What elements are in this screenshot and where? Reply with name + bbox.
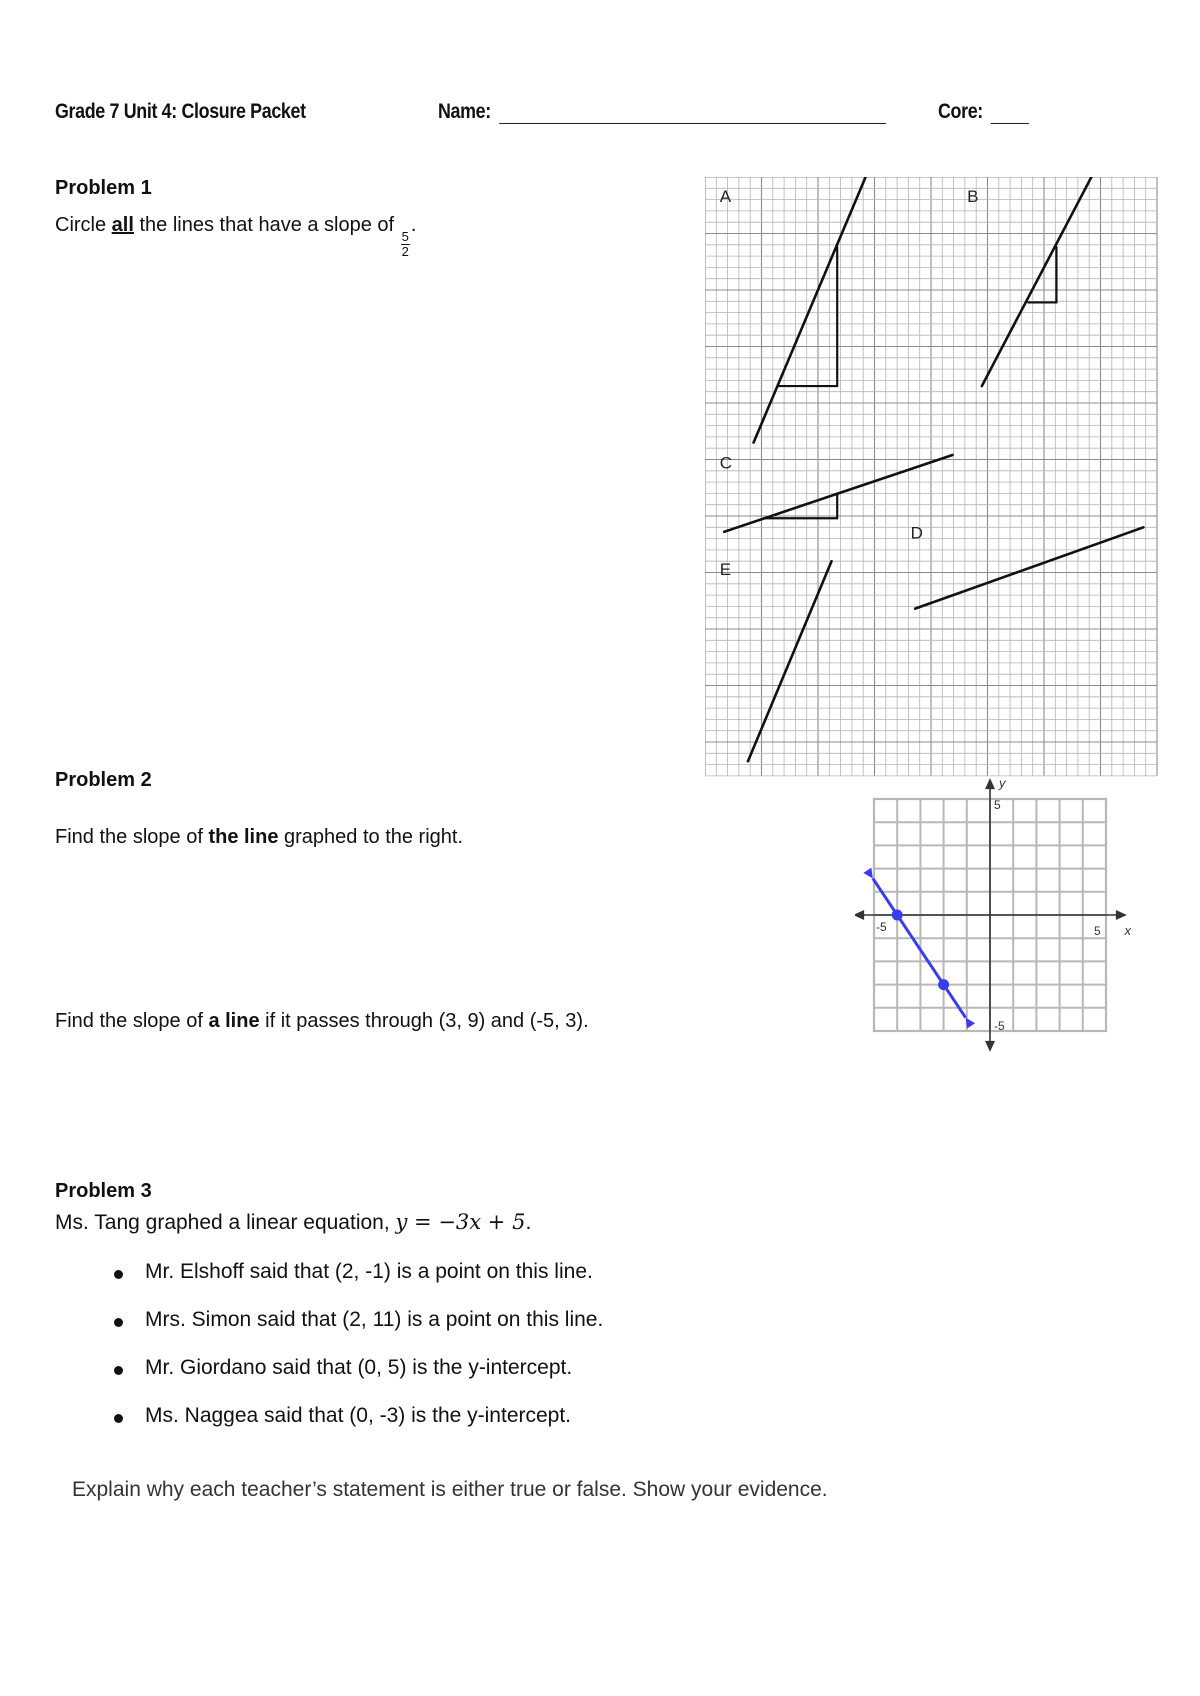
name-label: Name:: [438, 100, 491, 123]
prompt-emphasis: all: [111, 214, 134, 236]
line-label: C: [719, 453, 732, 473]
statement-text: Ms. Naggea said that (0, -3) is the y-intercept.: [145, 1404, 572, 1427]
list-item: [110, 1260, 603, 1308]
slope-fraction: [401, 230, 410, 259]
question-text: Find the slope of: [55, 1010, 209, 1032]
list-item: [110, 1308, 603, 1356]
list-item: [110, 1356, 603, 1404]
x-axis-label: x: [1124, 923, 1132, 938]
problem-2-title: Problem 2: [55, 769, 152, 791]
bullet-icon: [114, 1318, 123, 1327]
core-label: Core:: [938, 100, 983, 123]
coordinate-graph: [855, 778, 1145, 1070]
problem-1-prompt: [55, 214, 416, 259]
equation: y = −3x + 5: [395, 1210, 526, 1234]
list-item: [110, 1404, 603, 1452]
question-text: Find the slope of: [55, 826, 209, 848]
tick-label: -5: [994, 1019, 1005, 1033]
statement-text: Mr. Giordano said that (0, 5) is the y-intercept.: [145, 1356, 573, 1379]
question-text: if it passes through (3, 9) and (-5, 3).: [259, 1010, 589, 1032]
question-emphasis: the line: [208, 826, 279, 848]
question-emphasis: a line: [208, 1010, 260, 1032]
x-axis-arrow-icon: [1116, 910, 1127, 920]
line-label: A: [719, 186, 732, 206]
line-point: [938, 979, 949, 990]
bullet-icon: [114, 1270, 123, 1279]
x-axis-arrow-icon: [855, 910, 864, 920]
problem-1-title: Problem 1: [55, 177, 152, 199]
document-title: Grade 7 Unit 4: Closure Packet: [55, 100, 306, 123]
prompt-text: Circle: [55, 214, 112, 236]
name-field[interactable]: [438, 100, 886, 124]
name-blank[interactable]: [499, 103, 886, 124]
core-blank[interactable]: [991, 103, 1029, 124]
line-e: [748, 561, 832, 761]
line-point: [892, 910, 903, 921]
y-axis-arrow-icon: [985, 1041, 995, 1052]
core-field[interactable]: [938, 100, 1029, 124]
statement-text: Mr. Elshoff said that (2, -1) is a point on this line.: [145, 1260, 593, 1283]
problem-2-question-1: [55, 826, 463, 849]
bullet-icon: [114, 1366, 123, 1375]
statement-text: Mrs. Simon said that (2, 11) is a point on this line.: [145, 1308, 604, 1331]
prompt-text: .: [410, 214, 417, 236]
line-arrow-icon: [863, 868, 872, 879]
tick-label: 5: [1094, 924, 1101, 938]
problem-3-intro: [55, 1210, 531, 1235]
problem-3-title: Problem 3: [55, 1180, 152, 1202]
problem-2-question-2: [55, 1010, 589, 1033]
intro-text: .: [525, 1211, 532, 1234]
intro-text: Ms. Tang graphed a linear equation,: [55, 1211, 396, 1234]
lines-graph: [705, 177, 1158, 777]
line-label: B: [967, 186, 979, 206]
fraction-numerator: 5: [401, 229, 409, 244]
question-text: graphed to the right.: [278, 826, 464, 848]
line-label: E: [719, 559, 732, 579]
prompt-text: the lines that have a slope of: [133, 214, 400, 236]
bullet-icon: [114, 1414, 123, 1423]
y-axis-arrow-icon: [985, 778, 995, 789]
tick-label: -5: [876, 920, 887, 934]
y-axis-label: y: [999, 778, 1006, 791]
line-d: [915, 527, 1143, 608]
tick-label: 5: [994, 798, 1001, 812]
problem-3-instruction: Explain why each teacher’s statement is either true or false. Show your evidence.: [72, 1478, 828, 1501]
teacher-statements: [110, 1260, 603, 1452]
line-label: D: [910, 523, 923, 543]
fraction-denominator: 2: [401, 244, 409, 259]
